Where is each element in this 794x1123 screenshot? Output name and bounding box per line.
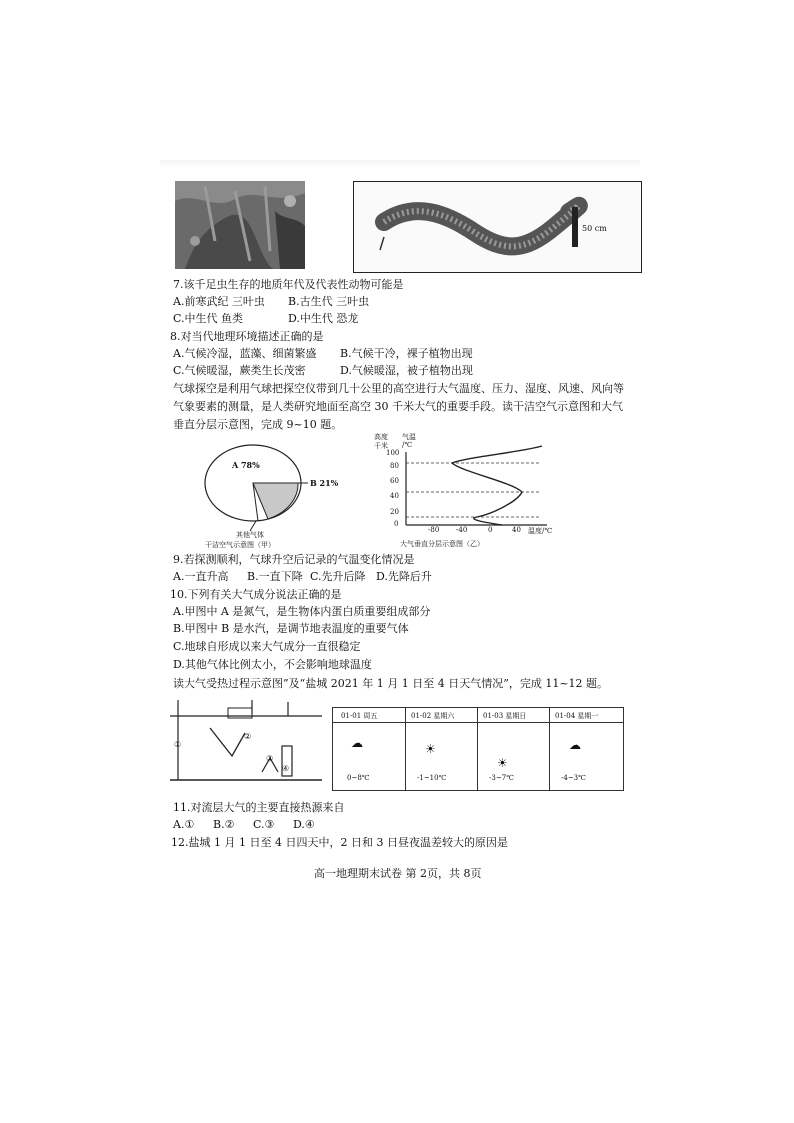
question-10-stem: 10.下列有关大气成分说法正确的是 bbox=[170, 588, 342, 601]
weather-day-2-icon: ☀ bbox=[425, 742, 436, 756]
question-8-option-c: C.气候暖湿，蕨类生长茂密 bbox=[173, 364, 306, 377]
question-7-option-c: C.中生代 鱼类 bbox=[173, 312, 244, 325]
layer-x-tick-0: 0 bbox=[488, 526, 493, 534]
question-8-option-b: B.气候干冷，裸子植物出现 bbox=[340, 347, 473, 360]
question-11-option-a: A.① bbox=[173, 818, 195, 831]
layer-y-tick-60: 60 bbox=[390, 477, 399, 485]
weather-divider-3 bbox=[549, 708, 550, 790]
pie-label-a: A 78% bbox=[232, 460, 260, 470]
question-9-option-d: D.先降后升 bbox=[376, 570, 432, 583]
question-7-option-d: D.中生代 恐龙 bbox=[288, 312, 359, 325]
atmosphere-layer-chart bbox=[372, 432, 572, 552]
weather-day-3-icon: ☀ bbox=[497, 756, 508, 770]
weather-day-1-temp: 0~8℃ bbox=[347, 774, 370, 782]
layer-y-tick-0: 0 bbox=[394, 520, 399, 528]
atmosphere-heating-diagram bbox=[170, 698, 322, 790]
pie-caption: 干洁空气示意图（甲） bbox=[205, 541, 275, 549]
weather-day-3-date: 01-03 星期日 bbox=[483, 712, 527, 720]
fossil-rock-texture bbox=[175, 181, 305, 269]
question-9-stem: 9.若探测顺利，气球升空后记录的气温变化情况是 bbox=[173, 553, 415, 566]
marker-1: ① bbox=[174, 740, 182, 749]
layer-x-unit: 温度/℃ bbox=[528, 527, 553, 535]
marker-2: ② bbox=[244, 732, 252, 741]
question-8-option-a: A.气候冷湿，蓝藻、细菌繁盛 bbox=[173, 347, 317, 360]
weather-divider-2 bbox=[477, 708, 478, 790]
scan-edge bbox=[160, 160, 640, 168]
question-10-option-a: A.甲图中 A 是氮气，是生物体内蛋白质重要组成部分 bbox=[173, 605, 431, 618]
layer-y-tick-40: 40 bbox=[390, 492, 399, 500]
layer-y-tick-80: 80 bbox=[390, 462, 399, 470]
weather-day-4-icon: ☁ bbox=[569, 738, 581, 752]
temperature-curve bbox=[452, 446, 542, 525]
weather-day-4-temp: -4~3℃ bbox=[561, 774, 586, 782]
question-9-option-c: C.先升后降 bbox=[310, 570, 366, 583]
marker-3: ③ bbox=[266, 754, 274, 763]
weather-day-3-temp: -3~7℃ bbox=[489, 774, 514, 782]
weather-day-2-date: 01-02 星期六 bbox=[411, 712, 455, 720]
pie-svg bbox=[198, 438, 358, 548]
layer-y-tick-100: 100 bbox=[386, 449, 400, 457]
question-7-stem: 7.该千足虫生存的地质年代及代表性动物可能是 bbox=[173, 278, 404, 291]
weather-day-1-date: 01-01 周五 bbox=[341, 712, 378, 720]
layer-y-tick-20: 20 bbox=[390, 508, 399, 516]
yancheng-weather-table bbox=[332, 707, 624, 791]
millipede-fossil-figure bbox=[353, 181, 642, 273]
fossil-rock-photo bbox=[175, 181, 305, 269]
question-9-option-b: B.一直下降 bbox=[247, 570, 303, 583]
weather-day-4-date: 01-04 星期一 bbox=[555, 712, 599, 720]
question-7-option-a: A.前寒武纪 三叶虫 bbox=[173, 295, 265, 308]
layer-top-label-1: 气温 bbox=[402, 433, 416, 441]
question-10-option-c: C.地球自形成以来大气成分一直很稳定 bbox=[173, 640, 361, 653]
question-12-stem: 12.盐城 1 月 1 日至 4 日四天中，2 日和 3 日昼夜温差较大的原因是 bbox=[171, 836, 508, 849]
marker-4: ④ bbox=[282, 764, 290, 773]
layer-chart-caption: 大气垂直分层示意图（乙） bbox=[400, 540, 484, 548]
question-11-option-c: C.③ bbox=[253, 818, 275, 831]
passage-11-12: 读大气受热过程示意图”及“盐城 2021 年 1 月 1 日至 4 日天气情况”，完成 11~12 题。 bbox=[173, 677, 609, 690]
layer-y-label-1: 高度 bbox=[374, 433, 388, 441]
layer-x-tick-40: 40 bbox=[512, 526, 521, 534]
solar-radiation-arrow bbox=[210, 728, 245, 756]
question-9-option-a: A.一直升高 bbox=[173, 570, 229, 583]
passage-9-10: 气球探空是利用气球把探空仪带到几十公里的高空进行大气温度、压力、湿度、风速、风向等气象要素的测量，是人类研究地面至高空 30 千米大气的重要手段。读干洁空气示意图和大气垂直分层示意图，完成 9~10 题。 bbox=[173, 382, 624, 431]
question-11-option-d: D.④ bbox=[293, 818, 315, 831]
dry-air-pie-chart bbox=[198, 438, 358, 548]
question-11-stem: 11.对流层大气的主要直接热源来自 bbox=[173, 801, 345, 814]
pie-label-b: B 21% bbox=[310, 478, 339, 488]
weather-day-1-icon: ☁ bbox=[351, 736, 363, 750]
page-footer: 高一地理期末试卷 第 2页，共 8页 bbox=[314, 867, 482, 880]
question-10-option-b: B.甲图中 B 是水汽，是调节地表温度的重要气体 bbox=[173, 622, 409, 635]
question-10-option-d: D.其他气体比例太小，不会影响地球温度 bbox=[173, 658, 372, 671]
weather-divider-1 bbox=[405, 708, 406, 790]
layer-x-tick-m80: -80 bbox=[428, 526, 440, 534]
layer-x-tick-m40: -40 bbox=[456, 526, 468, 534]
pie-label-other: 其他气体 bbox=[236, 531, 264, 539]
weather-day-2-temp: -1~10℃ bbox=[417, 774, 447, 782]
question-7-option-b: B.古生代 三叶虫 bbox=[288, 295, 370, 308]
question-8-option-d: D.气候暖湿，被子植物出现 bbox=[340, 364, 473, 377]
layer-top-label-2: /℃ bbox=[402, 441, 413, 449]
scale-label: 50 cm bbox=[582, 224, 607, 233]
question-8-stem: 8.对当代地理环境描述正确的是 bbox=[170, 330, 324, 343]
question-11-option-b: B.② bbox=[213, 818, 235, 831]
layer-y-label-2: 千米 bbox=[374, 442, 388, 450]
heating-diagram-svg bbox=[170, 698, 322, 790]
